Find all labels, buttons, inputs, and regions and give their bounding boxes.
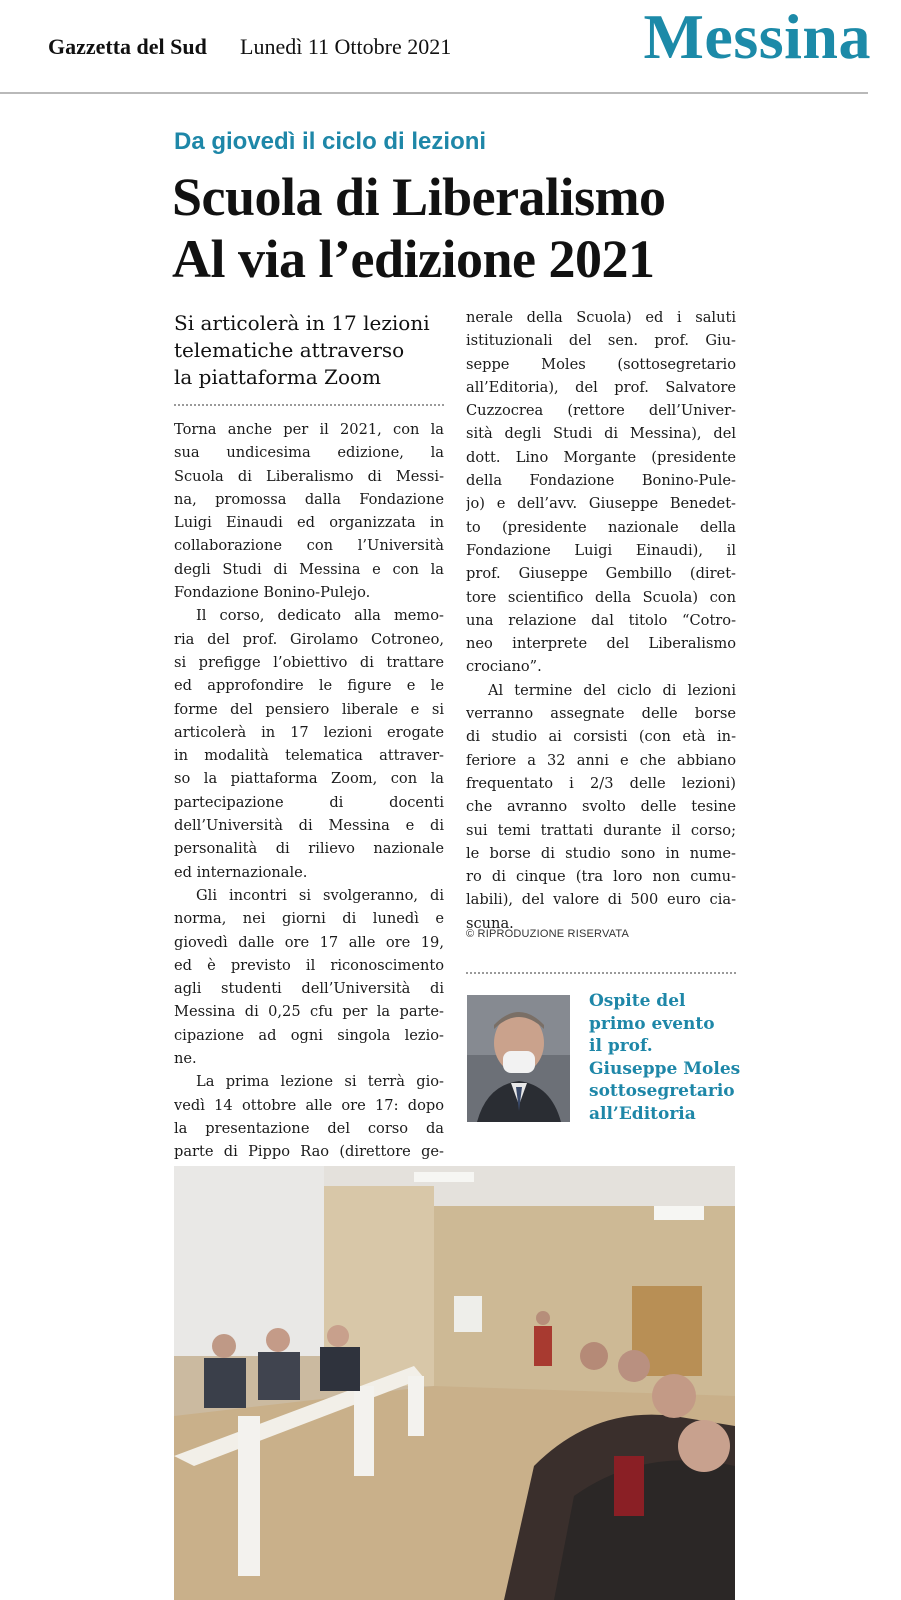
article-text-line: ed è previsto il riconoscimento — [174, 956, 444, 974]
article-text-line: Cuzzocrea (rettore dell’Univer- — [466, 402, 736, 420]
caption-divider — [466, 972, 736, 974]
caption-line: all’Editoria — [589, 1103, 696, 1124]
article-text-line: si prefigge l’obiettivo di trattare — [174, 653, 444, 671]
article-text-line: in modalità telematica attraver- — [174, 747, 444, 765]
subhead-line: la piattaforma Zoom — [174, 365, 381, 389]
article-text-line: ria del prof. Girolamo Cotroneo, — [174, 630, 444, 648]
article-text-line: vedì 14 ottobre alle ore 17: dopo — [174, 1096, 444, 1114]
subhead-divider — [174, 404, 444, 406]
newspaper-name: Gazzetta del Sud — [48, 34, 207, 59]
masthead-divider — [0, 92, 868, 94]
article-text-line: degli Studi di Messina e con la — [174, 560, 444, 578]
caption-line: sottosegretario — [589, 1081, 735, 1102]
article-text-line: agli studenti dell’Università di — [174, 980, 444, 998]
article-text-line: articolerà in 17 lezioni erogate — [174, 723, 444, 741]
event-photo — [174, 1166, 735, 1600]
article-text-line: tore scientifico della Scuola) con — [466, 588, 736, 606]
article-text-line: sui temi trattati durante il corso; — [466, 821, 736, 839]
article-text-line: verranno assegnate delle borse — [466, 705, 736, 723]
article-text-line: le borse di studio sono in nume- — [466, 844, 736, 862]
caption-line: Giuseppe Moles — [589, 1058, 741, 1079]
article-text-line: Fondazione Bonino-Pulejo. — [174, 584, 371, 602]
article-text-line: una relazione dal titolo “Cotro- — [466, 611, 736, 629]
article-text-line: neo interprete del Liberalismo — [466, 635, 736, 653]
article-text-line: Il corso, dedicato alla memo- — [196, 607, 444, 625]
article-text-line: La prima lezione si terrà gio- — [196, 1073, 444, 1091]
article-text-line: la presentazione del corso da — [174, 1119, 444, 1137]
article-text-line: feriore a 32 anni e che abbiano — [466, 751, 736, 769]
article-text-line: na, promossa dalla Fondazione — [174, 490, 444, 508]
article-text-line: dell’Università di Messina e di — [174, 817, 444, 835]
article-text-line: cipazione ad ogni singola lezio- — [174, 1026, 444, 1044]
article-text-line: to (presidente nazionale della — [466, 518, 736, 536]
article-text-line: sua undicesima edizione, la — [174, 444, 444, 462]
article-text-line: Luigi Einaudi ed organizzata in — [174, 514, 444, 532]
article-text-line: scuna. — [466, 914, 514, 932]
section-title: Messina — [643, 1, 871, 72]
article-headline — [172, 166, 772, 290]
article-column-2 — [466, 306, 736, 935]
article-text-line: della Fondazione Bonino-Pule- — [466, 472, 736, 490]
article-text-line: Torna anche per il 2021, con la — [174, 421, 444, 438]
article-text-line: jo) e dell’avv. Giuseppe Benedet- — [466, 495, 736, 513]
article-text-line: sità degli Studi di Messina), del — [466, 425, 736, 443]
article-text-line: Gli incontri si svolgeranno, di — [196, 886, 444, 904]
photo-caption — [589, 990, 759, 1126]
article-column-1 — [174, 418, 444, 1164]
article-text-line: ro di cinque (tra loro non cumu- — [466, 868, 736, 886]
article-text-line: Scuola di Liberalismo di Messi- — [174, 467, 444, 485]
article-text-line: norma, nei giorni di lunedì e — [174, 910, 444, 928]
caption-line: il prof. — [589, 1036, 653, 1057]
article-text-line: ne. — [174, 1050, 197, 1068]
article-text-line: di studio ai corsisti (con età in- — [466, 728, 736, 746]
article-text-line: collaborazione con l’Università — [174, 537, 444, 555]
article-text-line: so la piattaforma Zoom, con la — [174, 770, 444, 788]
article-text-line: nerale della Scuola) ed i saluti — [466, 309, 736, 326]
article-text-line: seppe Moles (sottosegretario — [466, 355, 736, 373]
article-kicker: Da giovedì il ciclo di lezioni — [174, 128, 487, 155]
article-text-line: partecipazione di docenti — [174, 793, 444, 811]
caption-line: Ospite del — [589, 991, 686, 1011]
headline-line: Scuola di Liberalismo — [172, 167, 666, 227]
article-text-line: prof. Giuseppe Gembillo (diret- — [466, 565, 736, 583]
article-text-line: ed approfondire le figure e le — [174, 677, 444, 695]
article-text-line: frequentato i 2/3 delle lezioni) — [466, 774, 736, 792]
article-text-line: labili), del valore di 500 euro cia- — [466, 891, 736, 909]
article-text-line: personalità di rilievo nazionale — [174, 840, 444, 858]
article-text-line: Fondazione Luigi Einaudi), il — [466, 541, 736, 559]
issue-date: Lunedì 11 Ottobre 2021 — [240, 34, 452, 59]
article-text-line: all’Editoria), del prof. Salvatore — [466, 378, 736, 396]
article-text-line: giovedì dalle ore 17 alle ore 19, — [174, 933, 444, 951]
article-text-line: dott. Lino Morgante (presidente — [466, 448, 736, 466]
copyright-notice: © RIPRODUZIONE RISERVATA — [466, 928, 630, 940]
portrait-photo — [467, 995, 570, 1122]
article-text-line: forme del pensiero liberale e si — [174, 700, 444, 718]
article-subhead — [174, 310, 454, 391]
article-text-line: Al termine del ciclo di lezioni — [488, 681, 736, 699]
article-text-line: istituzionali del sen. prof. Giu- — [466, 332, 736, 350]
article-text-line: che avranno svolto delle tesine — [466, 798, 736, 816]
headline-line: Al via l’edizione 2021 — [172, 229, 655, 289]
article-text-line: Messina di 0,25 cfu per la parte- — [174, 1003, 444, 1021]
article-text-line: parte di Pippo Rao (direttore ge- — [174, 1143, 444, 1161]
article-text-line: ed internazionale. — [174, 863, 308, 881]
masthead — [0, 0, 901, 95]
subhead-line: telematiche attraverso — [174, 338, 405, 362]
caption-line: primo evento — [589, 1013, 715, 1034]
article-text-line: crociano”. — [466, 658, 542, 676]
subhead-line: Si articolerà in 17 lezioni — [174, 311, 430, 335]
